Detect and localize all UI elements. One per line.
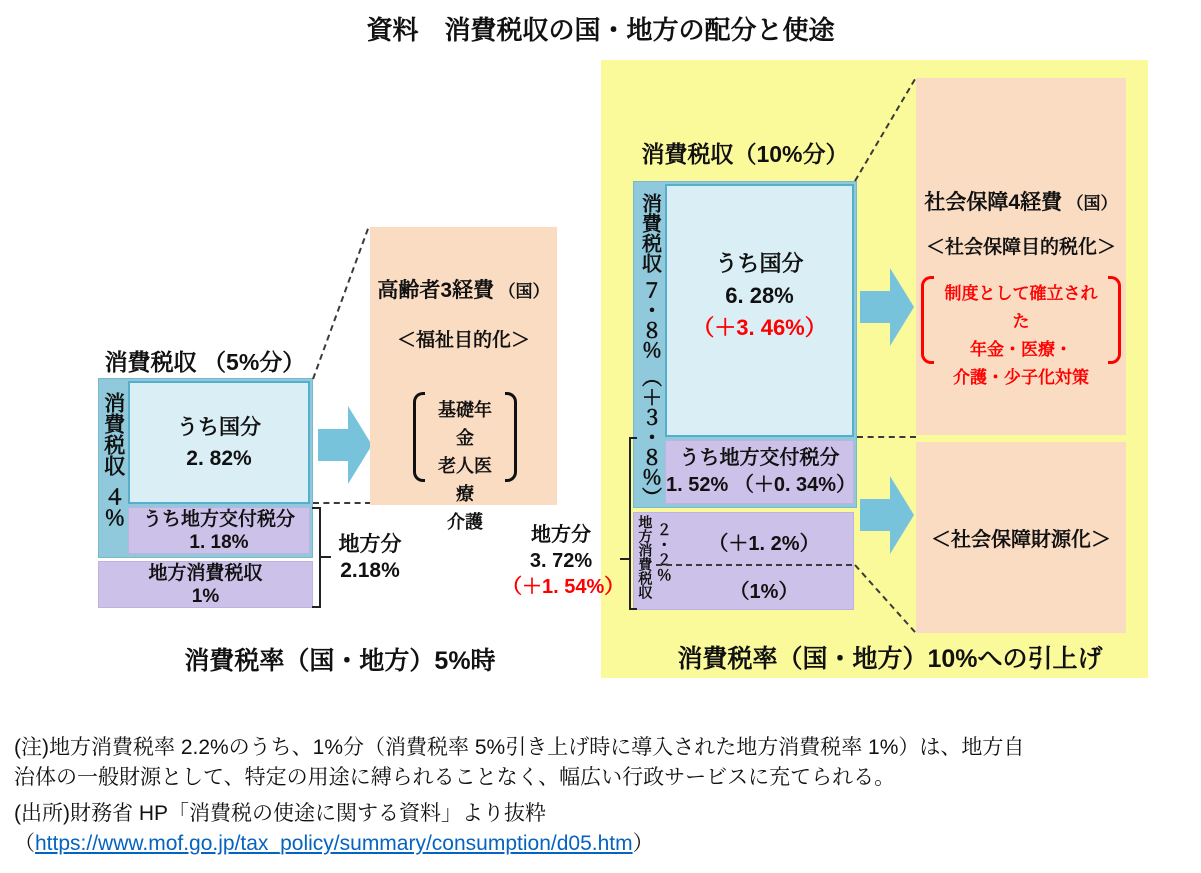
elderly-title	[370, 274, 557, 304]
left-share-bracket	[312, 507, 321, 608]
left-local-value: 1%	[191, 585, 220, 607]
right-national-value: 6. 28%	[725, 282, 794, 308]
right-national-label: うち国分	[715, 250, 804, 276]
right-strip-label-rate: ７・８％	[638, 280, 661, 360]
elderly-title-note: （国）	[498, 282, 550, 301]
right-local-row-old: （1%）	[729, 581, 799, 603]
left-strip-label-rate: ４％	[101, 486, 125, 528]
social-fund-box	[916, 442, 1126, 633]
right-upper-flow-arrow-icon	[860, 268, 914, 346]
right-dashed-horizontal	[857, 436, 916, 438]
url-paren-close: ）	[632, 832, 654, 855]
right-share-label-text: 地方分	[531, 524, 591, 546]
left-strip-label-top: 消費税収	[101, 392, 125, 476]
right-local-row-new: （＋1. 2%）	[708, 533, 820, 555]
left-transfer-value: 1. 18%	[189, 531, 249, 553]
left-transfer-label: うち地方交付税分	[142, 508, 295, 530]
social4-items-bracket	[921, 276, 1121, 387]
right-share-label-delta: （＋1. 54%）	[502, 576, 625, 598]
left-national-box	[128, 381, 310, 504]
right-national-delta: （＋3. 46%）	[692, 314, 827, 340]
right-caption: 消費税率（国・地方）10%への引上げ	[677, 645, 1103, 673]
right-strip-label-delta: （＋３・８％）	[638, 367, 661, 507]
left-share-label-text: 地方分	[338, 533, 402, 556]
social4-item: 年金・医療・	[970, 340, 1072, 359]
social4-title	[916, 186, 1126, 216]
left-local-label: 地方消費税収	[148, 562, 263, 584]
source-line: (出所)財務省 HP「消費税の使途に関する資料」より抜粋	[14, 802, 546, 825]
elderly-item: 老人医療	[437, 456, 492, 504]
left-transfer-box	[128, 507, 310, 554]
left-share-label-value: 2.18%	[340, 559, 400, 582]
right-local-vertical-rate: ２・２％	[654, 522, 672, 582]
note-line-2: 治体の一般財源として、特定の用途に縛られることなく、幅広い行政サービスに充てられる。	[14, 766, 896, 789]
right-national-box	[665, 184, 854, 437]
social4-title-text: 社会保障4経費	[924, 191, 1063, 214]
right-strip-label-name: 消費税収	[638, 193, 661, 273]
left-strip-label	[99, 392, 127, 528]
left-caption: 消費税率（国・地方）5%時	[184, 647, 496, 675]
right-local-vertical-label: 地方消費税収	[637, 515, 654, 599]
elderly-title-text: 高齢者3経費	[377, 279, 495, 302]
note-line-1: (注)地方消費税率 2.2%のうち、1%分（消費税率 5%引き上げ時に導入された地方消費税率 1%）は、地方自	[14, 736, 1025, 759]
right-bracket-glyph	[1108, 276, 1121, 364]
right-lower-flow-arrow-icon	[860, 476, 914, 554]
left-dashed-diagonal	[312, 228, 369, 379]
url-line	[14, 829, 1194, 859]
page-title: 資料 消費税収の国・地方の配分と使途	[366, 15, 835, 45]
source-url-link[interactable]: https://www.mof.go.jp/tax_policy/summary/consumption/d05.htm	[35, 832, 633, 855]
social-fund-label: ＜社会保障財源化＞	[931, 529, 1111, 551]
social4-item: 介護・少子化対策	[953, 368, 1089, 387]
right-panel-header: 消費税収（10%分）	[641, 141, 849, 167]
right-share-label	[502, 522, 625, 600]
right-transfer-value: 1. 52% （＋0. 34%）	[666, 474, 857, 496]
footnotes	[14, 733, 1194, 859]
elderly-subtitle: ＜福祉目的化＞	[396, 330, 530, 351]
social4-subtitle: ＜社会保障目的税化＞	[925, 237, 1116, 258]
right-share-bracket-tick	[620, 558, 629, 560]
left-bracket-glyph	[921, 276, 934, 364]
right-transfer-label: うち地方交付税分	[679, 447, 840, 469]
right-share-bracket	[629, 437, 637, 610]
elderly-item: 介護	[446, 512, 483, 532]
left-flow-arrow-icon	[318, 406, 372, 484]
right-strip-label	[635, 193, 663, 507]
left-share-label	[330, 532, 410, 584]
left-bracket-glyph	[413, 392, 425, 482]
left-dashed-horizontal	[313, 502, 371, 504]
social4-title-note: （国）	[1066, 194, 1118, 213]
right-transfer-box	[665, 440, 857, 504]
elderly-item: 基礎年金	[437, 400, 492, 448]
url-paren-open: （	[14, 832, 35, 855]
right-local-box	[633, 512, 854, 610]
right-share-label-value: 3. 72%	[529, 550, 593, 572]
elderly-items-bracket	[413, 392, 517, 532]
left-panel-header: 消費税収 （5%分）	[104, 349, 306, 375]
left-national-value: 2. 82%	[186, 446, 252, 470]
left-local-box	[98, 561, 313, 608]
social4-item: 制度として確立された	[944, 284, 1098, 331]
right-local-divider-dashed	[656, 564, 852, 566]
left-national-label: うち国分	[177, 415, 261, 439]
right-bracket-glyph	[505, 392, 517, 482]
